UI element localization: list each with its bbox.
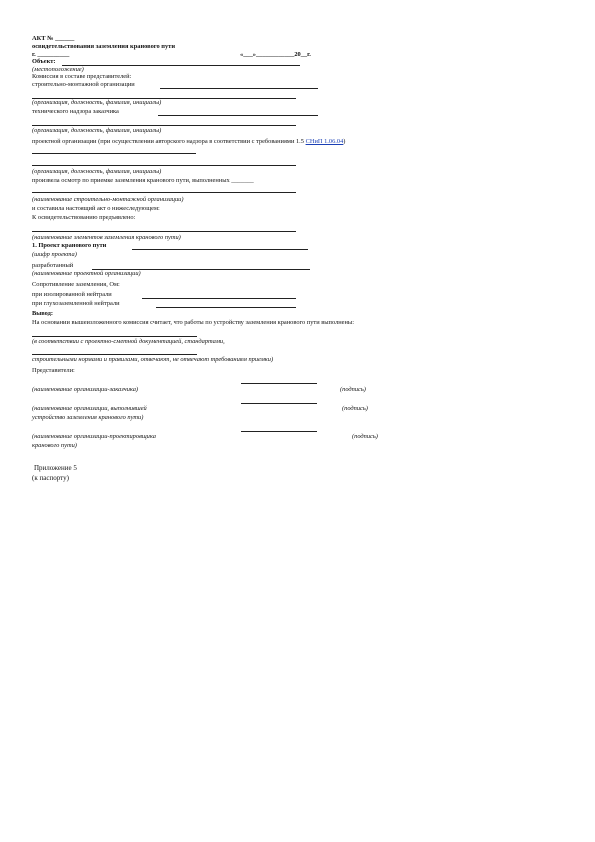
customer-hint: (организация, должность, фамилия, инициалы) — [32, 127, 162, 134]
sig2-sign: (подпись) — [342, 405, 368, 412]
customer-underline-2 — [32, 125, 296, 126]
design-label-text: проектной организации (при осуществлении авторского надзора в соответствии с требованиями 1.5 — [32, 138, 306, 145]
act-compiled: и составила настоящий акт о нижеследующем: — [32, 205, 160, 212]
date-field: «___»____________20__г. — [240, 51, 311, 58]
object-label: Объект: — [32, 58, 56, 65]
design-org-label — [32, 138, 345, 146]
neutral-underline — [142, 298, 296, 299]
developed-label: разработанный — [32, 262, 74, 269]
sig3-sign: (подпись) — [352, 433, 378, 440]
sig2-org-2: устройство заземления кранового пути) — [32, 414, 144, 421]
grounded-label: при глухозаземленной нейтрали — [32, 300, 120, 307]
inspected-label: произвела осмотр по приемке заземления кранового пути, выполненных _______ — [32, 177, 254, 184]
conclusion-underline — [32, 336, 197, 337]
inspected-hint: (наименование строительно-монтажной организации) — [32, 196, 184, 203]
contractor-label: строительно-монтажной организации — [32, 81, 135, 88]
project-hint: (шифр проекта) — [32, 251, 77, 258]
project-underline — [132, 249, 308, 250]
sig3-org: (наименование организации-проектировщика — [32, 433, 156, 440]
contractor-underline — [160, 88, 318, 89]
sig1-sign: (подпись) — [340, 386, 366, 393]
elements-hint: (наименование элементов заземления кранового пути) — [32, 234, 181, 241]
sig3-line — [241, 431, 317, 432]
conclusion-hint: (в соответствии с проектно-сметной документацией, стандартами, — [32, 338, 225, 345]
appendix-label: Приложение 5 — [34, 464, 77, 472]
appendix-note: (к паспорту) — [32, 474, 69, 482]
sig2-org: (наименование организации, выполнившей — [32, 405, 147, 412]
sig3-org-2: кранового пути) — [32, 442, 77, 449]
conclusion-underline-2 — [32, 354, 197, 355]
customer-label: технического надзора заказчика — [32, 108, 119, 115]
conclusion-hint-2: строительными нормами и правилами, отвечают, не отвечают требованиям приемки) — [32, 356, 274, 363]
neutral-label: при изолированной нейтрали — [32, 291, 112, 298]
project-label: 1. Проект кранового пути — [32, 242, 107, 249]
sig1-org: (наименование организации-заказчика) — [32, 386, 139, 393]
object-hint: (местоположение) — [32, 66, 84, 73]
object-underline — [62, 65, 300, 66]
conclusion-text: На основании вышеизложенного комиссия считает, что работы по устройству заземления кранового пути выполнены: — [32, 319, 355, 326]
design-underline-2 — [32, 165, 296, 166]
sig2-line — [241, 403, 317, 404]
presented-label: К освидетельствованию предъявлено: — [32, 214, 136, 221]
developed-hint: (наименование проектной организации) — [32, 270, 141, 277]
design-label-suffix: ) — [343, 138, 346, 145]
commission-intro: Комиссия в составе представителей: — [32, 73, 132, 80]
snip-link[interactable]: СНиП 1.06.04 — [305, 138, 344, 145]
sig1-line — [241, 383, 317, 384]
reps-label: Представители: — [32, 367, 75, 374]
design-hint: (организация, должность, фамилия, инициалы) — [32, 168, 162, 175]
design-underline — [32, 153, 196, 154]
inspected-underline — [32, 192, 296, 193]
grounded-underline — [156, 307, 296, 308]
contractor-hint: (организация, должность, фамилия, инициалы) — [32, 99, 162, 106]
act-title: АКТ № ______ — [32, 35, 75, 42]
customer-underline — [158, 115, 318, 116]
act-subtitle: освидетельствования заземления кранового пути — [32, 43, 176, 50]
resistance-label: Сопротивление заземления, Ом: — [32, 281, 120, 288]
elements-underline — [32, 231, 296, 232]
city-field: г. __________ — [32, 51, 70, 58]
conclusion-label: Вывод: — [32, 310, 54, 317]
